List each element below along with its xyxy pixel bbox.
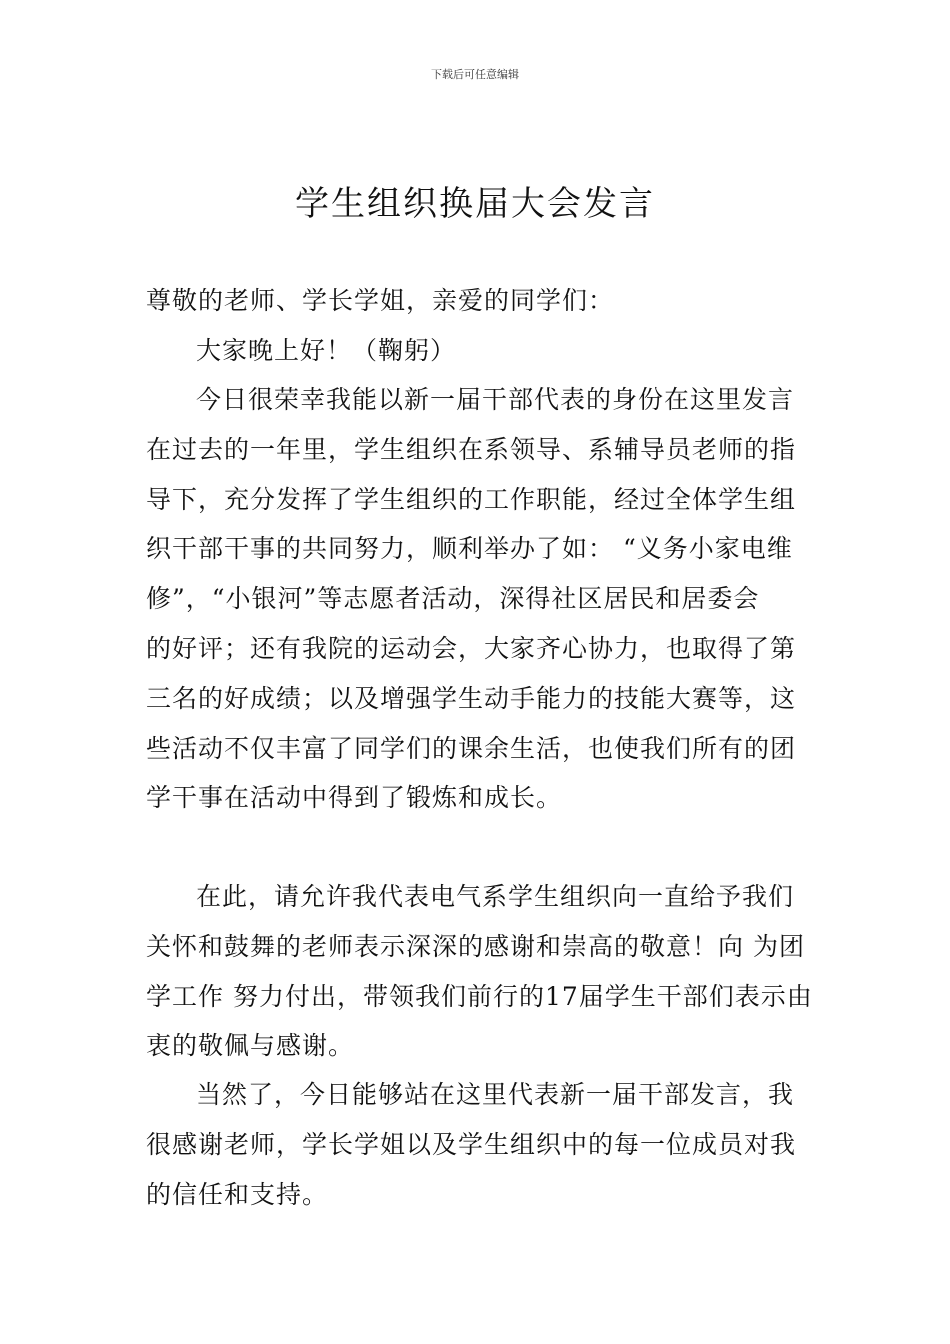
paragraph-line: 当然了，今日能够站在这里代表新一届干部发言，我 [196, 1080, 795, 1109]
paragraph-line: 大家晚上好！（鞠躬） [196, 336, 457, 365]
paragraph-line: 学干事在活动中得到了锻炼和成长。 [146, 783, 563, 813]
paragraph-line: 导下，充分发挥了学生组织的工作职能，经过全体学生组 [146, 484, 797, 514]
paragraph-line: 衷的敬佩与感谢。 [146, 1031, 355, 1061]
paragraph-gratitude [146, 1070, 808, 1219]
page-title: 学生组织换届大会发言 [295, 184, 655, 224]
paragraph-line: 关怀和鼓舞的老师表示深深的感谢和崇高的敬意！向 为团 [146, 931, 805, 961]
paragraph-line: 在此，请允许我代表电气系学生组织向一直给予我们 [196, 882, 795, 911]
salutation-line: 尊敬的老师、学长学姐，亲爱的同学们： [146, 286, 615, 315]
paragraph-line: 学工作 努力付出，带领我们前行的17届学生干部们表示由 [146, 981, 813, 1011]
paragraph-line: 今日很荣幸我能以新一届干部代表的身份在这里发言 [196, 385, 795, 414]
header-note: 下载后可任意编辑 [431, 68, 519, 81]
paragraph-thanks [146, 872, 813, 1071]
paragraph-line: 很感谢老师，学长学姐以及学生组织中的每一位成员对我 [146, 1129, 797, 1159]
paragraph-line: 的好评；还有我院的运动会，大家齐心协力，也取得了第 [146, 633, 797, 663]
paragraph-line: 修”，“小银河”等志愿者活动，深得社区居民和居委会 [146, 584, 760, 614]
paragraph-line: 的信任和支持。 [146, 1179, 329, 1209]
paragraph-line: 些活动不仅丰富了同学们的课余生活，也使我们所有的团 [146, 733, 797, 763]
salutation [146, 276, 808, 326]
paragraph-line: 织干部干事的共同努力，顺利举办了如： “义务小家电维 [146, 534, 793, 564]
paragraph-line: 三名的好成绩；以及增强学生动手能力的技能大赛等，这 [146, 683, 797, 713]
paragraph-line: 在过去的一年里，学生组织在系领导、系辅导员老师的指 [146, 434, 797, 464]
paragraph-review [146, 375, 808, 823]
paragraph-greeting [146, 326, 808, 376]
